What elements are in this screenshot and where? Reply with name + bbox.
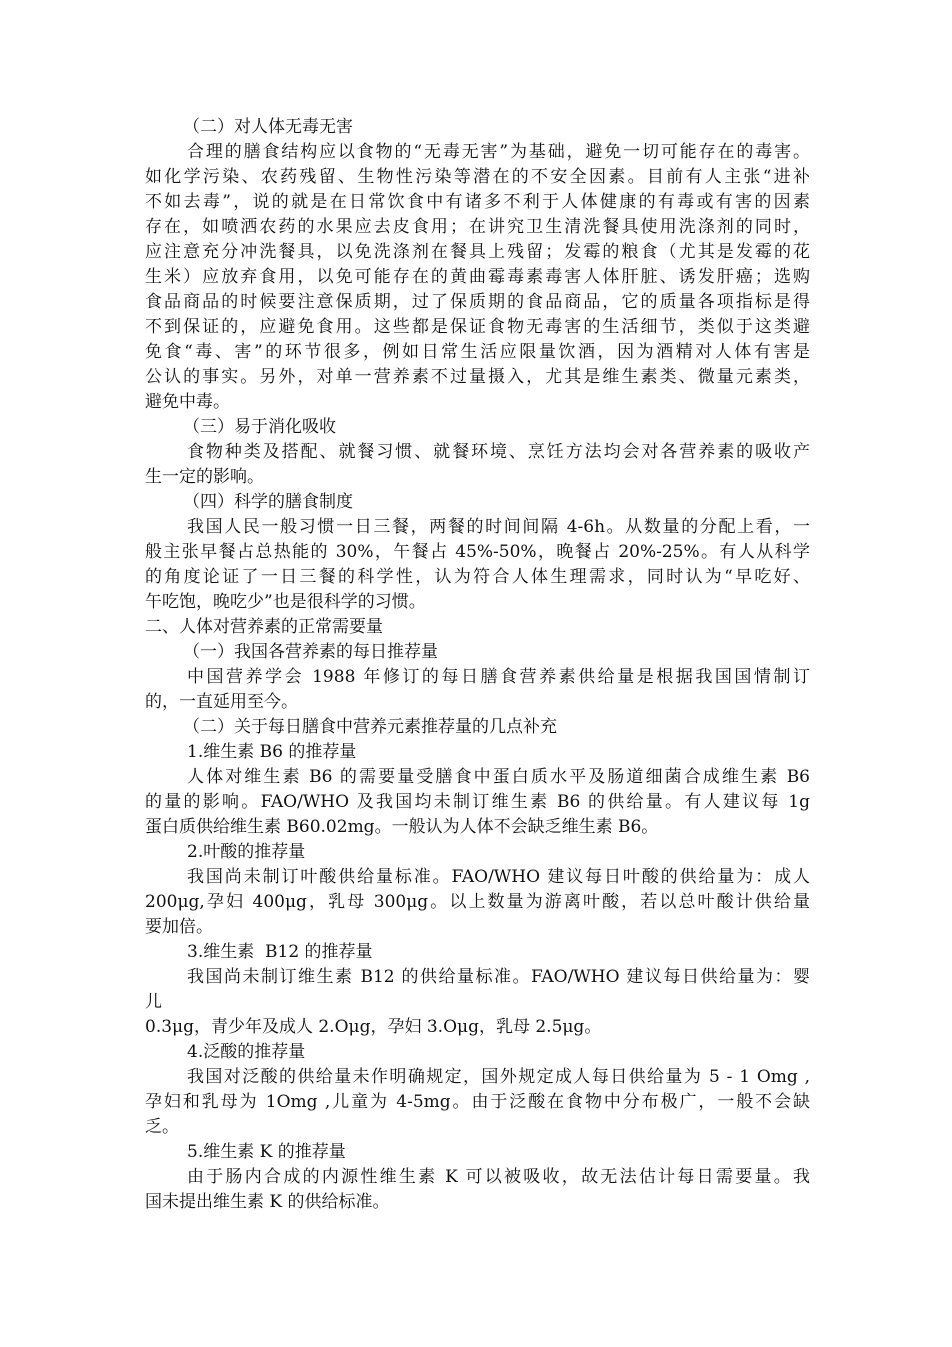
text-line: 孕妇和乳母为 1Omg ,儿童为 4-5mg。由于泛酸在食物中分布极广，一般不会缺 <box>145 1092 810 1112</box>
text-line: 4.泛酸的推荐量 <box>187 1042 306 1062</box>
text-line: 0.3μg，青少年及成人 2.Oμg，孕妇 3.Oμg，乳母 2.5μg。 <box>145 1017 602 1037</box>
text-line: 3.维生素 B12 的推荐量 <box>187 942 373 962</box>
text-line: （一）我国各营养素的每日推荐量 <box>183 642 438 662</box>
text-line: 生米）应放弃食用，以免可能存在的黄曲霉毒素毒害人体肝脏、诱发肝癌；选购 <box>145 267 810 287</box>
text-line: 乏。 <box>145 1117 179 1137</box>
text-line: 的角度论证了一日三餐的科学性，认为符合人体生理需求，同时认为“早吃好、 <box>145 567 810 587</box>
text-line: 我国尚未制订叶酸供给量标准。FAO/WHO 建议每日叶酸的供给量为：成人 <box>187 867 810 887</box>
text-line: 2.叶酸的推荐量 <box>187 842 306 862</box>
text-line: 合理的膳食结构应以食物的“无毒无害”为基础，避免一切可能存在的毒害。 <box>187 142 810 162</box>
text-line: 的，一直延用至今。 <box>145 692 298 712</box>
text-line: 不如去毒”，说的就是在日常饮食中有诸多不利于人体健康的有毒或有害的因素 <box>145 192 810 212</box>
text-line: 我国人民一般习惯一日三餐，两餐的时间间隔 4-6h。从数量的分配上看，一 <box>187 517 810 537</box>
text-line: 国未提出维生素 K 的供给标准。 <box>145 1192 390 1212</box>
text-line: 食物种类及搭配、就餐习惯、就餐环境、烹饪方法均会对各营养素的吸收产 <box>187 442 810 462</box>
text-line: 公认的事实。另外，对单一营养素不过量摄入，尤其是维生素类、微量元素类， <box>145 367 810 387</box>
text-line: 免食“毒、害”的环节很多，例如日常生活应限量饮酒，因为酒精对人体有害是 <box>145 342 810 362</box>
text-line: 食品商品的时候要注意保质期，过了保质期的食品商品，它的质量各项指标是得 <box>145 292 810 312</box>
text-line: 蛋白质供给维生素 B60.02mg。一般认为人体不会缺乏维生素 B6。 <box>145 817 659 837</box>
text-line: （四）科学的膳食制度 <box>183 492 353 512</box>
text-line: 如化学污染、农药残留、生物性污染等潜在的不安全因素。目前有人主张“进补 <box>145 167 810 187</box>
text-line: 午吃饱，晚吃少”也是很科学的习惯。 <box>145 592 426 612</box>
text-line: 5.维生素 K 的推荐量 <box>187 1142 346 1162</box>
text-line: （三）易于消化吸收 <box>183 417 336 437</box>
text-line: 要加倍。 <box>145 917 213 937</box>
text-line: 生一定的影响。 <box>145 467 264 487</box>
text-line: 由于肠内合成的内源性维生素 K 可以被吸收，故无法估计每日需要量。我 <box>187 1167 810 1187</box>
text-line: 儿 <box>145 992 162 1012</box>
text-line: 般主张早餐占总热能的 30%，午餐占 45%-50%，晚餐占 20%-25%。有人从科学 <box>145 542 810 562</box>
text-line: 存在，如喷洒农药的水果应去皮食用；在讲究卫生清洗餐具使用洗涤剂的同时， <box>145 217 810 237</box>
text-line: 不到保证的，应避免食用。这些都是保证食物无毒害的生活细节，类似于这类避 <box>145 317 810 337</box>
text-line: 我国对泛酸的供给量未作明确规定，国外规定成人每日供给量为 5 - 1 Omg , <box>187 1067 810 1087</box>
text-line: 应注意充分冲洗餐具，以免洗涤剂在餐具上残留；发霉的粮食（尤其是发霉的花 <box>145 242 810 262</box>
text-line: 1.维生素 B6 的推荐量 <box>187 742 357 762</box>
document-body <box>145 115 810 1215</box>
text-line: 200μg,孕妇 400μg，乳母 300μg。以上数量为游离叶酸，若以总叶酸计供给量 <box>145 892 810 912</box>
text-line: 人体对维生素 B6 的需要量受膳食中蛋白质水平及肠道细菌合成维生素 B6 <box>187 767 810 787</box>
text-line: 的量的影响。FAO/WHO 及我国均未制订维生素 B6 的供给量。有人建议每 1g <box>145 792 810 812</box>
text-line: （二）关于每日膳食中营养元素推荐量的几点补充 <box>183 717 557 737</box>
text-line: 中国营养学会 1988 年修订的每日膳食营养素供给量是根据我国国情制订 <box>187 667 810 687</box>
text-line: 二、人体对营养素的正常需要量 <box>145 617 383 637</box>
text-line: 我国尚未制订维生素 B12 的供给量标准。FAO/WHO 建议每日供给量为：婴 <box>187 967 810 987</box>
text-line: （二）对人体无毒无害 <box>183 117 353 137</box>
text-line: 避免中毒。 <box>145 392 230 412</box>
